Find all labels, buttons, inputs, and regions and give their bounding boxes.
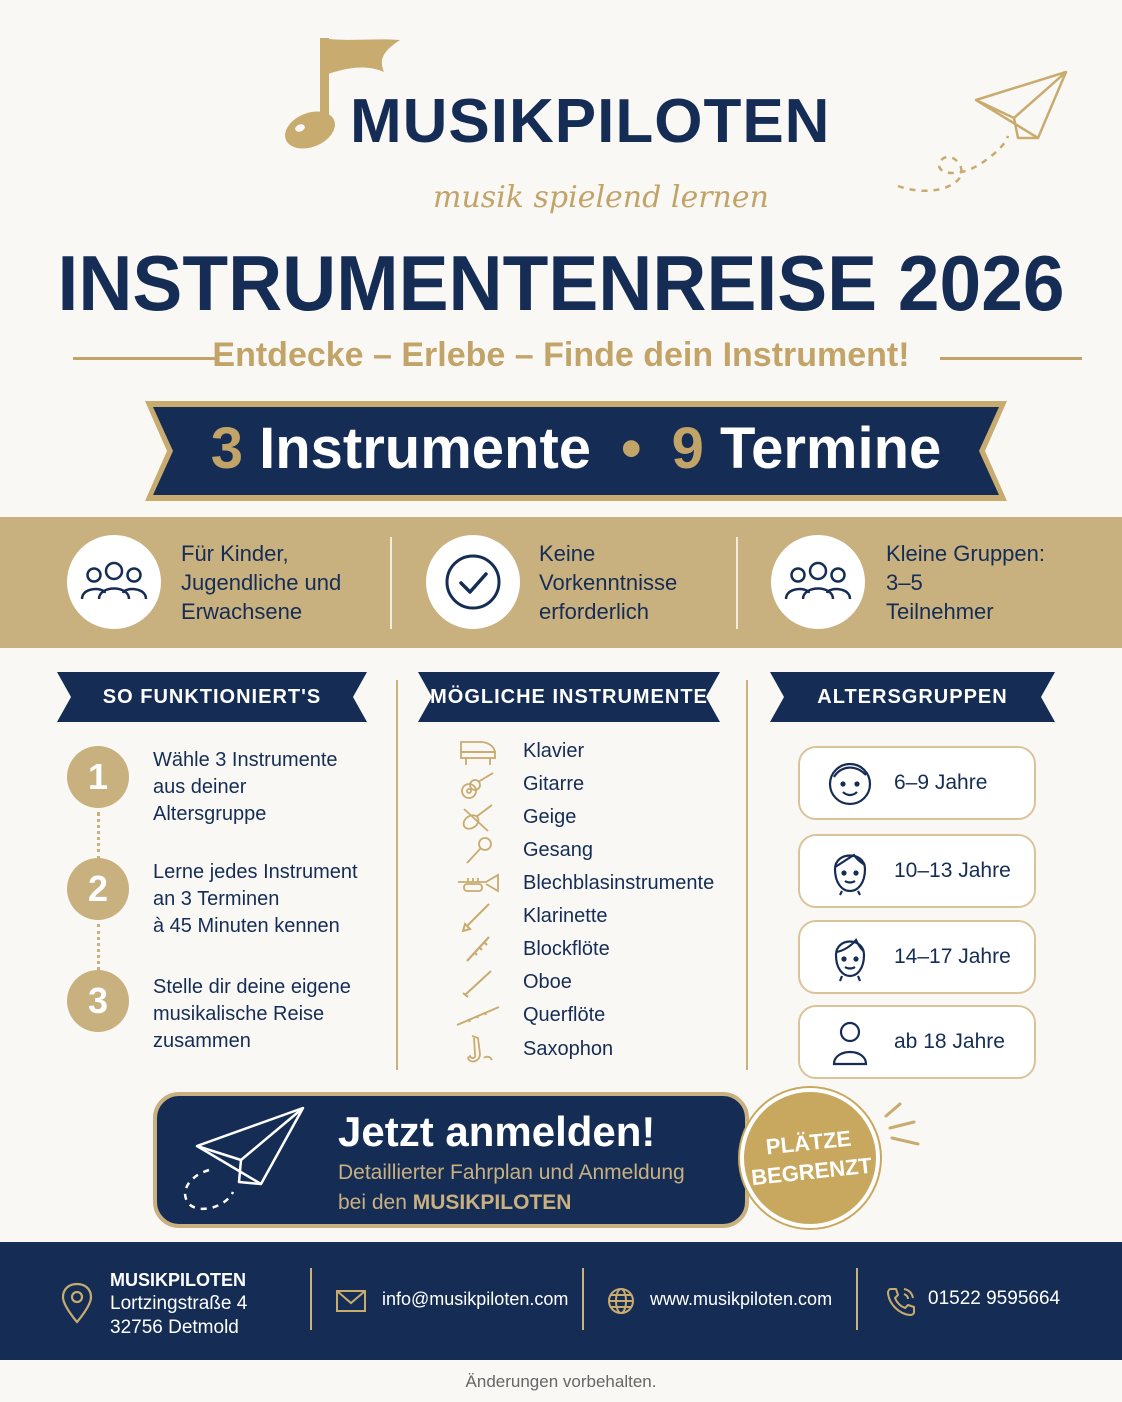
cta-line2: [338, 1188, 685, 1218]
cta-subtitle: [338, 1158, 685, 1218]
column-divider: [396, 680, 398, 1070]
feature-no-experience: [392, 517, 736, 648]
instrument-item-geige: [455, 801, 745, 834]
step-1-line: aus deiner: [153, 776, 247, 798]
step-3-line: zusammen: [153, 1030, 251, 1052]
feature-experience-line3: erforderlich: [539, 599, 650, 624]
boy-face-icon: [824, 845, 876, 897]
footer-city: 32756 Detmold: [110, 1317, 239, 1338]
instrument-label: Blockflöte: [523, 938, 610, 960]
badge-line1: PLÄTZE: [764, 1125, 853, 1160]
age-label: 10–13 Jahre: [894, 859, 1011, 882]
instrument-label: Oboe: [523, 971, 572, 993]
brand-tagline: musik spielend lernen: [433, 180, 769, 215]
page-title: INSTRUMENTENREISE 2026: [57, 239, 1065, 327]
disclaimer-note: Änderungen vorbehalten.: [465, 1372, 657, 1391]
cta-line2-prefix: bei den: [338, 1191, 413, 1214]
age-label: 14–17 Jahre: [894, 945, 1011, 968]
step-number-3: 3: [67, 970, 129, 1032]
cta-line2-brand: MUSIKPILOTEN: [412, 1191, 572, 1214]
child-face-icon: [824, 757, 876, 809]
badge-line2: BEGRENZT: [750, 1152, 873, 1191]
step-3-line: Stelle dir deine eigene: [153, 976, 351, 998]
instrument-item-querfloete: [455, 999, 745, 1032]
section-header-instruments: MÖGLICHE INSTRUMENTE: [430, 686, 708, 708]
step-connector: [97, 924, 100, 970]
cta-line1: Detaillierter Fahrplan und Anmeldung: [338, 1161, 685, 1184]
feature-audience-line3: Erwachsene: [181, 599, 303, 624]
instrument-label: Querflöte: [523, 1004, 606, 1026]
footer-divider: [310, 1268, 312, 1330]
instrument-count: 3: [210, 416, 243, 481]
clarinet-icon: [458, 902, 498, 932]
instrument-item-oboe: [455, 966, 745, 999]
age-label: ab 18 Jahre: [894, 1030, 1005, 1053]
feature-groups-line1: Kleine Gruppen:: [886, 541, 1045, 566]
instrument-item-blech: [455, 867, 745, 900]
burst-lines-icon: [880, 1100, 930, 1150]
footer-divider: [582, 1268, 584, 1330]
footer-website-link[interactable]: www.musikpiloten.com: [650, 1289, 833, 1309]
section-header-ages: ALTERSGRUPPEN: [817, 686, 1008, 708]
step-connector: [97, 812, 100, 860]
trumpet-icon: [456, 872, 500, 896]
footer-phone-link[interactable]: 01522 9595664: [928, 1288, 1061, 1309]
instrument-label: Instrumente: [259, 416, 592, 481]
paper-plane-icon: [890, 62, 1080, 212]
instrument-item-klavier: [455, 735, 745, 768]
paper-plane-icon: [175, 1100, 315, 1218]
cta-title: Jetzt anmelden!: [338, 1108, 656, 1155]
step-1-line: Altersgruppe: [153, 803, 267, 825]
step-2-line: à 45 Minuten kennen: [153, 915, 340, 937]
feature-groups-line3: Teilnehmer: [886, 599, 994, 624]
feature-audience-line1: Für Kinder,: [181, 541, 289, 566]
date-count: 9: [671, 416, 704, 481]
age-label: 6–9 Jahre: [894, 771, 988, 794]
flute-icon: [455, 1003, 501, 1029]
check-icon: [443, 552, 503, 612]
group-icon: [79, 557, 149, 607]
step-3-text: [153, 974, 351, 1055]
phone-icon: [885, 1285, 917, 1317]
saxophone-icon: [458, 1034, 498, 1066]
footer-email-link[interactable]: info@musikpiloten.com: [382, 1289, 569, 1309]
recorder-icon: [458, 935, 498, 965]
age-group-14-17: [798, 920, 1036, 994]
instrument-item-blockfloete: [455, 933, 745, 966]
footer-street: Lortzingstraße 4: [110, 1293, 248, 1314]
step-2-line: an 3 Terminen: [153, 888, 280, 910]
piano-icon: [458, 738, 498, 766]
step-number-2: 2: [67, 858, 129, 920]
step-1-line: Wähle 3 Instrumente: [153, 749, 338, 771]
instrument-item-gesang: [455, 834, 745, 867]
instrument-label: Klarinette: [523, 905, 608, 927]
group-icon: [783, 557, 853, 607]
instrument-label: Geige: [523, 806, 577, 828]
adult-icon: [824, 1016, 876, 1068]
subtitle: Entdecke – Erlebe – Finde dein Instrument!: [212, 336, 910, 374]
date-label: Termine: [719, 416, 942, 481]
feature-groups-line2: 3–5: [886, 570, 923, 595]
feature-audience: [0, 517, 390, 648]
instrument-item-saxophon: [455, 1033, 745, 1066]
step-1-text: [153, 747, 338, 828]
section-header-how: SO FUNKTIONIERT'S: [102, 686, 322, 708]
oboe-icon: [458, 968, 498, 998]
banner-text: [145, 415, 1007, 482]
location-pin-icon: [60, 1282, 94, 1324]
instrument-label: Gesang: [523, 839, 594, 861]
step-2-text: [153, 859, 358, 940]
step-number-1: 1: [67, 746, 129, 808]
step-2-line: Lerne jedes Instrument: [153, 861, 358, 883]
footer-org: MUSIKPILOTEN: [110, 1270, 247, 1290]
feature-audience-line2: Jugendliche und: [181, 570, 342, 595]
instrument-label: Gitarre: [523, 773, 585, 795]
feature-small-groups: [738, 517, 1122, 648]
violin-icon: [458, 803, 498, 833]
teen-face-icon: [824, 931, 876, 983]
instrument-item-klarinette: [455, 900, 745, 933]
column-divider: [746, 680, 748, 1070]
instrument-label: Saxophon: [523, 1038, 614, 1060]
footer-address: [110, 1268, 247, 1340]
footer-divider: [856, 1268, 858, 1330]
globe-icon: [606, 1286, 636, 1316]
guitar-icon: [458, 770, 498, 800]
instrument-label: Blechblasinstrumente: [523, 872, 715, 894]
age-group-10-13: [798, 834, 1036, 908]
brand-name: MUSIKPILOTEN: [350, 87, 831, 156]
age-group-6-9: [798, 746, 1036, 820]
feature-experience-line2: Vorkenntnisse: [539, 570, 678, 595]
microphone-icon: [458, 836, 498, 866]
age-group-18-plus: [798, 1005, 1036, 1079]
email-icon: [335, 1289, 367, 1313]
instrument-item-gitarre: [455, 768, 745, 801]
feature-experience-line1: Keine: [539, 541, 596, 566]
step-3-line: musikalische Reise: [153, 1003, 325, 1025]
banner-separator: •: [621, 416, 642, 481]
instrument-label: Klavier: [523, 740, 585, 762]
features-bar: [0, 517, 1122, 648]
